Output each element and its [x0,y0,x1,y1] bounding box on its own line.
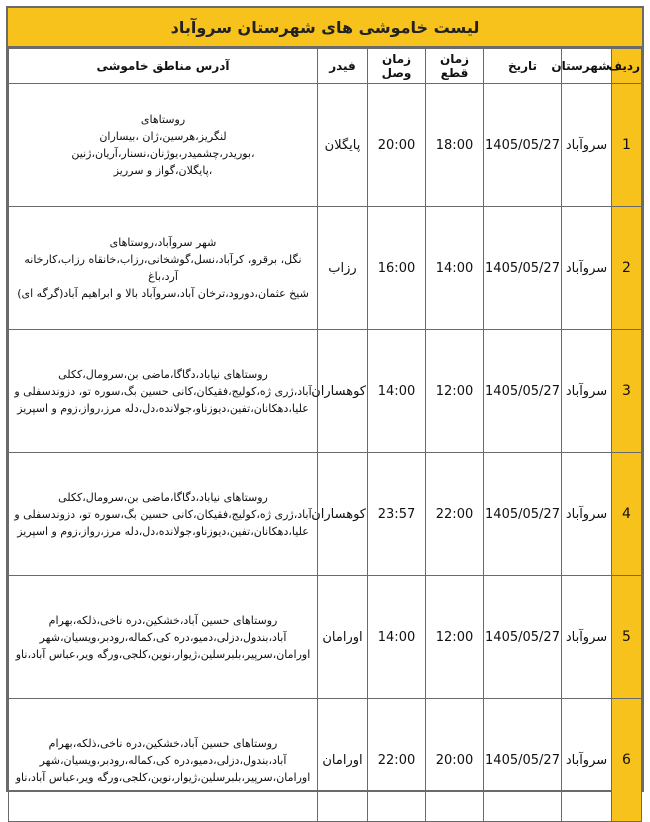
areas-line: علیا،دهکانان،تفین،دیوزناو،جولانده،دل،دله مرز،رواز،زوم و اسپریز [17,401,309,415]
feeder-cell: اورامان [318,699,368,822]
feeder-cell: پایگلان [318,84,368,207]
areas-line: نگل، برقرو، کرآباد،نسل،گوشخانی،رزاب،خانقاه رزاب،کارخانه آرد،باغ [24,253,302,283]
row-number: 6 [612,699,642,822]
areas-line: روستاهای [140,113,186,126]
cut-time-cell: 22:00 [426,453,484,576]
date-cell: 1405/05/27 [484,84,562,207]
header-areas: آدرس مناطق خاموشی [9,49,318,84]
connect-time-cell: 14:00 [368,330,426,453]
areas-line: اورامان،سرپیر،بلبرسلین،ژیوار،نوین،کلجی،ورگه ویر،عباس آباد،ناو [15,770,311,784]
table-title: لیست خاموشی های شهرستان سروآباد [8,8,642,48]
areas-cell [9,84,318,207]
feeder-cell: کوهساران [318,453,368,576]
header-row [9,49,642,84]
areas-line: روستاهای نیاباد،دگاگا،ماضی بن،سرومال،ککلی [58,490,268,504]
county-cell: سروآباد [562,330,612,453]
header-feeder: فیدر [318,49,368,84]
table-row [9,330,642,453]
cut-time-cell: 12:00 [426,330,484,453]
connect-time-cell: 16:00 [368,207,426,330]
feeder-cell: کوهساران [318,330,368,453]
areas-line: لنگریز،هرسین،ژان ،بیساران ،بوریدر،چشمیدر،یوژنان،نسنار،آریان،ژنین [71,130,255,160]
areas-line: آباد،بندول،دزلی،دمیو،دره کی،کماله،رودبر،ویسیان،شهر [39,753,287,767]
feeder-cell: اورامان [318,576,368,699]
areas-cell [9,699,318,822]
cut-time-cell: 14:00 [426,207,484,330]
county-cell: سروآباد [562,699,612,822]
table-row [9,453,642,576]
areas-line: روستاهای حسین آباد،خشکین،دره ناخی،ذلکه،بهرام [48,736,278,750]
row-number: 1 [612,84,642,207]
row-number: 2 [612,207,642,330]
cut-time-cell: 18:00 [426,84,484,207]
table-row [9,576,642,699]
date-cell: 1405/05/27 [484,576,562,699]
table-row [9,207,642,330]
areas-line: علیا،دهکانان،تفین،دیوزناو،جولانده،دل،دله مرز،رواز،زوم و اسپریز [17,524,309,538]
outage-table [8,48,642,822]
connect-time-cell: 22:00 [368,699,426,822]
outage-table-frame [6,6,644,792]
date-cell: 1405/05/27 [484,330,562,453]
areas-line: اورامان،سرپیر،بلبرسلین،ژیوار،نوین،کلجی،ورگه ویر،عباس آباد،ناو [15,647,311,661]
county-cell: سروآباد [562,207,612,330]
table-row [9,699,642,822]
header-cut-time: زمان قطع [426,49,484,84]
areas-cell [9,330,318,453]
areas-line: روستاهای نیاباد،دگاگا،ماضی بن،سرومال،ککلی [58,367,268,381]
areas-line: آباد،ژری ژه،کولیج،فقیکان،کانی حسین بگ،سوره تو، دزوندسفلی و [14,507,312,521]
areas-cell [9,453,318,576]
county-cell: سروآباد [562,453,612,576]
areas-cell [9,576,318,699]
areas-line: ،پایگلان،گواز و سرریز [113,164,213,177]
header-connect-time: زمان وصل [368,49,426,84]
feeder-cell: رزاب [318,207,368,330]
areas-line: شیخ عثمان،دورود،ترخان آباد،سروآباد بالا و ابراهیم آباد(گرگه ای) [17,287,309,300]
cut-time-cell: 12:00 [426,576,484,699]
connect-time-cell: 14:00 [368,576,426,699]
areas-line: شهر سروآباد،روستاهای [109,236,217,249]
connect-time-cell: 20:00 [368,84,426,207]
table-row [9,84,642,207]
date-cell: 1405/05/27 [484,453,562,576]
row-number: 4 [612,453,642,576]
areas-line: روستاهای حسین آباد،خشکین،دره ناخی،ذلکه،بهرام [48,613,278,627]
header-date: تاریخ [484,49,562,84]
areas-line: آباد،بندول،دزلی،دمیو،دره کی،کماله،رودبر،ویسیان،شهر [39,630,287,644]
county-cell: سروآباد [562,576,612,699]
date-cell: 1405/05/27 [484,207,562,330]
county-cell: سروآباد [562,84,612,207]
cut-time-cell: 20:00 [426,699,484,822]
date-cell: 1405/05/27 [484,699,562,822]
areas-cell [9,207,318,330]
header-county: شهرستان [562,49,612,84]
header-row-number: ردیف [612,49,642,84]
areas-line: آباد،ژری ژه،کولیج،فقیکان،کانی حسین بگ،سوره تو، دزوندسفلی و [14,384,312,398]
row-number: 3 [612,330,642,453]
connect-time-cell: 23:57 [368,453,426,576]
row-number: 5 [612,576,642,699]
